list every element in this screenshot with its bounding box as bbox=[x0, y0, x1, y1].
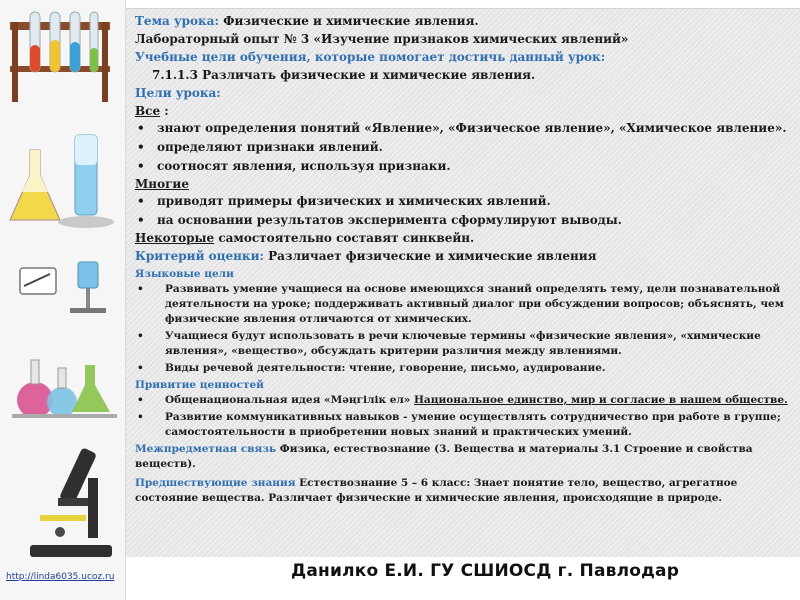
objectives-label: Учебные цели обучения, которые помогает достичь данный урок: bbox=[135, 50, 606, 64]
microscope-icon bbox=[30, 447, 112, 557]
goal-item bbox=[135, 212, 794, 229]
bullet: • bbox=[137, 283, 144, 295]
lab-stand-icon bbox=[20, 262, 106, 313]
values-label: Привитие ценностей bbox=[135, 379, 264, 391]
values-item-prefix: Общенациональная идея «Мәңгілік ел» bbox=[165, 394, 415, 406]
topic-label: Тема урока: bbox=[135, 14, 219, 28]
language-label: Языковые цели bbox=[135, 268, 234, 280]
interdisciplinary-label: Межпредметная связь bbox=[135, 443, 277, 455]
author-footer: Данилко Е.И. ГУ СШИОСД г. Павлодар bbox=[291, 561, 680, 581]
goal-item-text: соотносят явления, используя признаки. bbox=[157, 159, 451, 173]
goal-item-text: на основании результатов эксперимента сформулируют выводы. bbox=[157, 213, 622, 227]
bullet: • bbox=[137, 330, 144, 342]
bullet: • bbox=[137, 140, 145, 154]
values-item-text: Развитие коммуникативных навыков - умение осуществлять сотрудничество при работе в группе; самостоятельности в приобретении новых знаний и практических умений. bbox=[165, 411, 781, 438]
goals-label: Цели урока: bbox=[135, 86, 221, 100]
criteria-line bbox=[135, 247, 794, 265]
objective-code: 7.1.1.3 Различать физические и химические явления. bbox=[152, 68, 536, 82]
goal-item bbox=[135, 139, 794, 156]
illustration-sidebar bbox=[0, 0, 126, 600]
criteria-label: Критерий оценки: bbox=[135, 249, 264, 263]
lab-illustrations bbox=[0, 0, 125, 572]
language-item-text: Развивать умение учащиеся на основе имеющихся знаний определять тему, цели познавательной деятельности на уроке; поддерживать активный диалог при обсуждении вопросов; объяснять, чем физические явления отличаются от химических. bbox=[165, 283, 784, 325]
values-item bbox=[135, 410, 794, 440]
interdisciplinary-line bbox=[135, 442, 794, 472]
lesson-plan-panel bbox=[126, 8, 800, 557]
test-tube-rack-icon bbox=[10, 12, 110, 102]
bullet: • bbox=[137, 159, 145, 173]
values-item-underlined: Национальное единство, мир и согласие в нашем обществе. bbox=[414, 394, 788, 406]
values-item bbox=[135, 393, 794, 408]
goal-item bbox=[135, 120, 794, 137]
some-text: самостоятельно составят синквейн. bbox=[214, 231, 475, 245]
bullet: • bbox=[137, 213, 145, 227]
bullet: • bbox=[137, 362, 144, 374]
language-item-text: Учащиеся будут использовать в речи ключевые термины «физические явления», «химические явления», «вещество», обсуждать критерии различия между явлениями. bbox=[165, 330, 761, 357]
language-item bbox=[135, 361, 794, 376]
source-link[interactable]: http://linda6035.ucoz.ru bbox=[6, 572, 115, 582]
lesson-plan-content bbox=[135, 12, 794, 506]
round-flasks-icon bbox=[12, 360, 117, 418]
goal-item-text: приводят примеры физических и химических явлений. bbox=[157, 194, 551, 208]
interdisciplinary-value: Физика, естествознание (3. Вещества и материалы 3.1 Строение и свойства веществ). bbox=[135, 443, 753, 470]
many-label: Многие bbox=[135, 177, 189, 191]
goal-item-text: знают определения понятий «Явление», «Физическое явление», «Химическое явление». bbox=[157, 121, 787, 135]
bullet: • bbox=[137, 121, 145, 135]
prior-knowledge-value: Естествознание 5 – 6 класс: Знает понятие тело, вещество, агрегатное состояние вещества. Различает физические и химические явления, происходящие в природе. bbox=[135, 477, 738, 504]
bullet: • bbox=[137, 194, 145, 208]
all-label: Все bbox=[135, 104, 161, 118]
language-item-text: Виды речевой деятельности: чтение, говорение, письмо, аудирование. bbox=[165, 362, 606, 374]
topic-line bbox=[135, 12, 794, 30]
all-suffix: : bbox=[160, 104, 169, 118]
prior-knowledge-label: Предшествующие знания bbox=[135, 477, 296, 489]
topic-value: Физические и химические явления. bbox=[223, 14, 479, 28]
bullet: • bbox=[137, 394, 144, 406]
flasks-icon bbox=[10, 135, 114, 228]
goal-item-text: определяют признаки явлений. bbox=[157, 140, 383, 154]
criteria-value: Различает физические и химические явления bbox=[263, 249, 597, 263]
language-item bbox=[135, 282, 794, 327]
language-item bbox=[135, 329, 794, 359]
prior-knowledge-line bbox=[135, 476, 794, 506]
goal-item bbox=[135, 193, 794, 210]
goal-item bbox=[135, 158, 794, 175]
some-label: Некоторые bbox=[135, 231, 215, 245]
some-line bbox=[135, 229, 794, 247]
bullet: • bbox=[137, 411, 144, 423]
all-label-line bbox=[135, 102, 794, 120]
lab-line: Лабораторный опыт № 3 «Изучение признаков химических явлений» bbox=[135, 32, 629, 46]
